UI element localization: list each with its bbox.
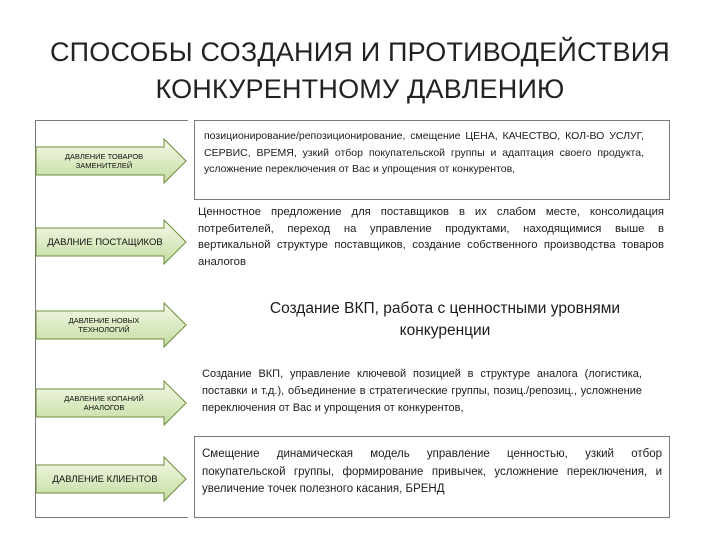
arrow-label-clients: ДАВЛЕНИЕ КЛИЕНТОВ (52, 473, 158, 485)
desc-suppliers: Ценностное предложение для поставщиков в их слабом месте, консолидация потребителей, переход на управление продуктами, находящимися выше в вертикальной структуре поставщиков, создание собственного производства товаров аналогов (198, 206, 664, 268)
desc-substitutes: позиционирование/репозиционирование, смещение ЦЕНА, КАЧЕСТВО, КОЛ-ВО УСЛУГ, СЕРВИС, ВРЕМЯ, узкий отбор покупательской группы и адаптация своего продукта, усложнение переключения от Вас и упрощения от конкурентов, (204, 130, 644, 175)
desc-analogs: Создание ВКП, управление ключевой позицией в структуре аналога (логистика, поставки и т.д.), объединение в стратегические группы, позиц./репозиц., усложнение переключения от Вас и упрощения от конкурентов, (202, 368, 642, 414)
desc-clients: Смещение динамическая модель управление ценностью, узкий отбор покупательской группы, формирование привычек, усложнение переключения, и увеличение точек полезного касания, БРЕНД (202, 448, 662, 495)
arrow-label-new-tech: ДАВЛЕНИЕ НОВЫХ ТЕХНОЛОГИЙ (68, 316, 140, 334)
slide-title-line2: КОНКУРЕНТНОМУ ДАВЛЕНИЮ (155, 74, 565, 104)
arrow-label-substitutes: ДАВЛЕНИЕ ТОВАРОВ ЗАМЕНИТЕЛЕЙ (64, 152, 144, 170)
arrow-label-suppliers: ДАВЛНИЕ ПОСТАЩИКОВ (47, 236, 163, 248)
arrow-label-analogs: ДАВЛЕНИЕ КОПАНИЙ АНАЛОГОВ (64, 394, 144, 412)
slide-title-line1: СПОСОБЫ СОЗДАНИЯ И ПРОТИВОДЕЙСТВИЯ (49, 37, 670, 67)
desc-new-tech: Создание ВКП, работа с ценностными уровнями конкуренции (269, 300, 621, 339)
